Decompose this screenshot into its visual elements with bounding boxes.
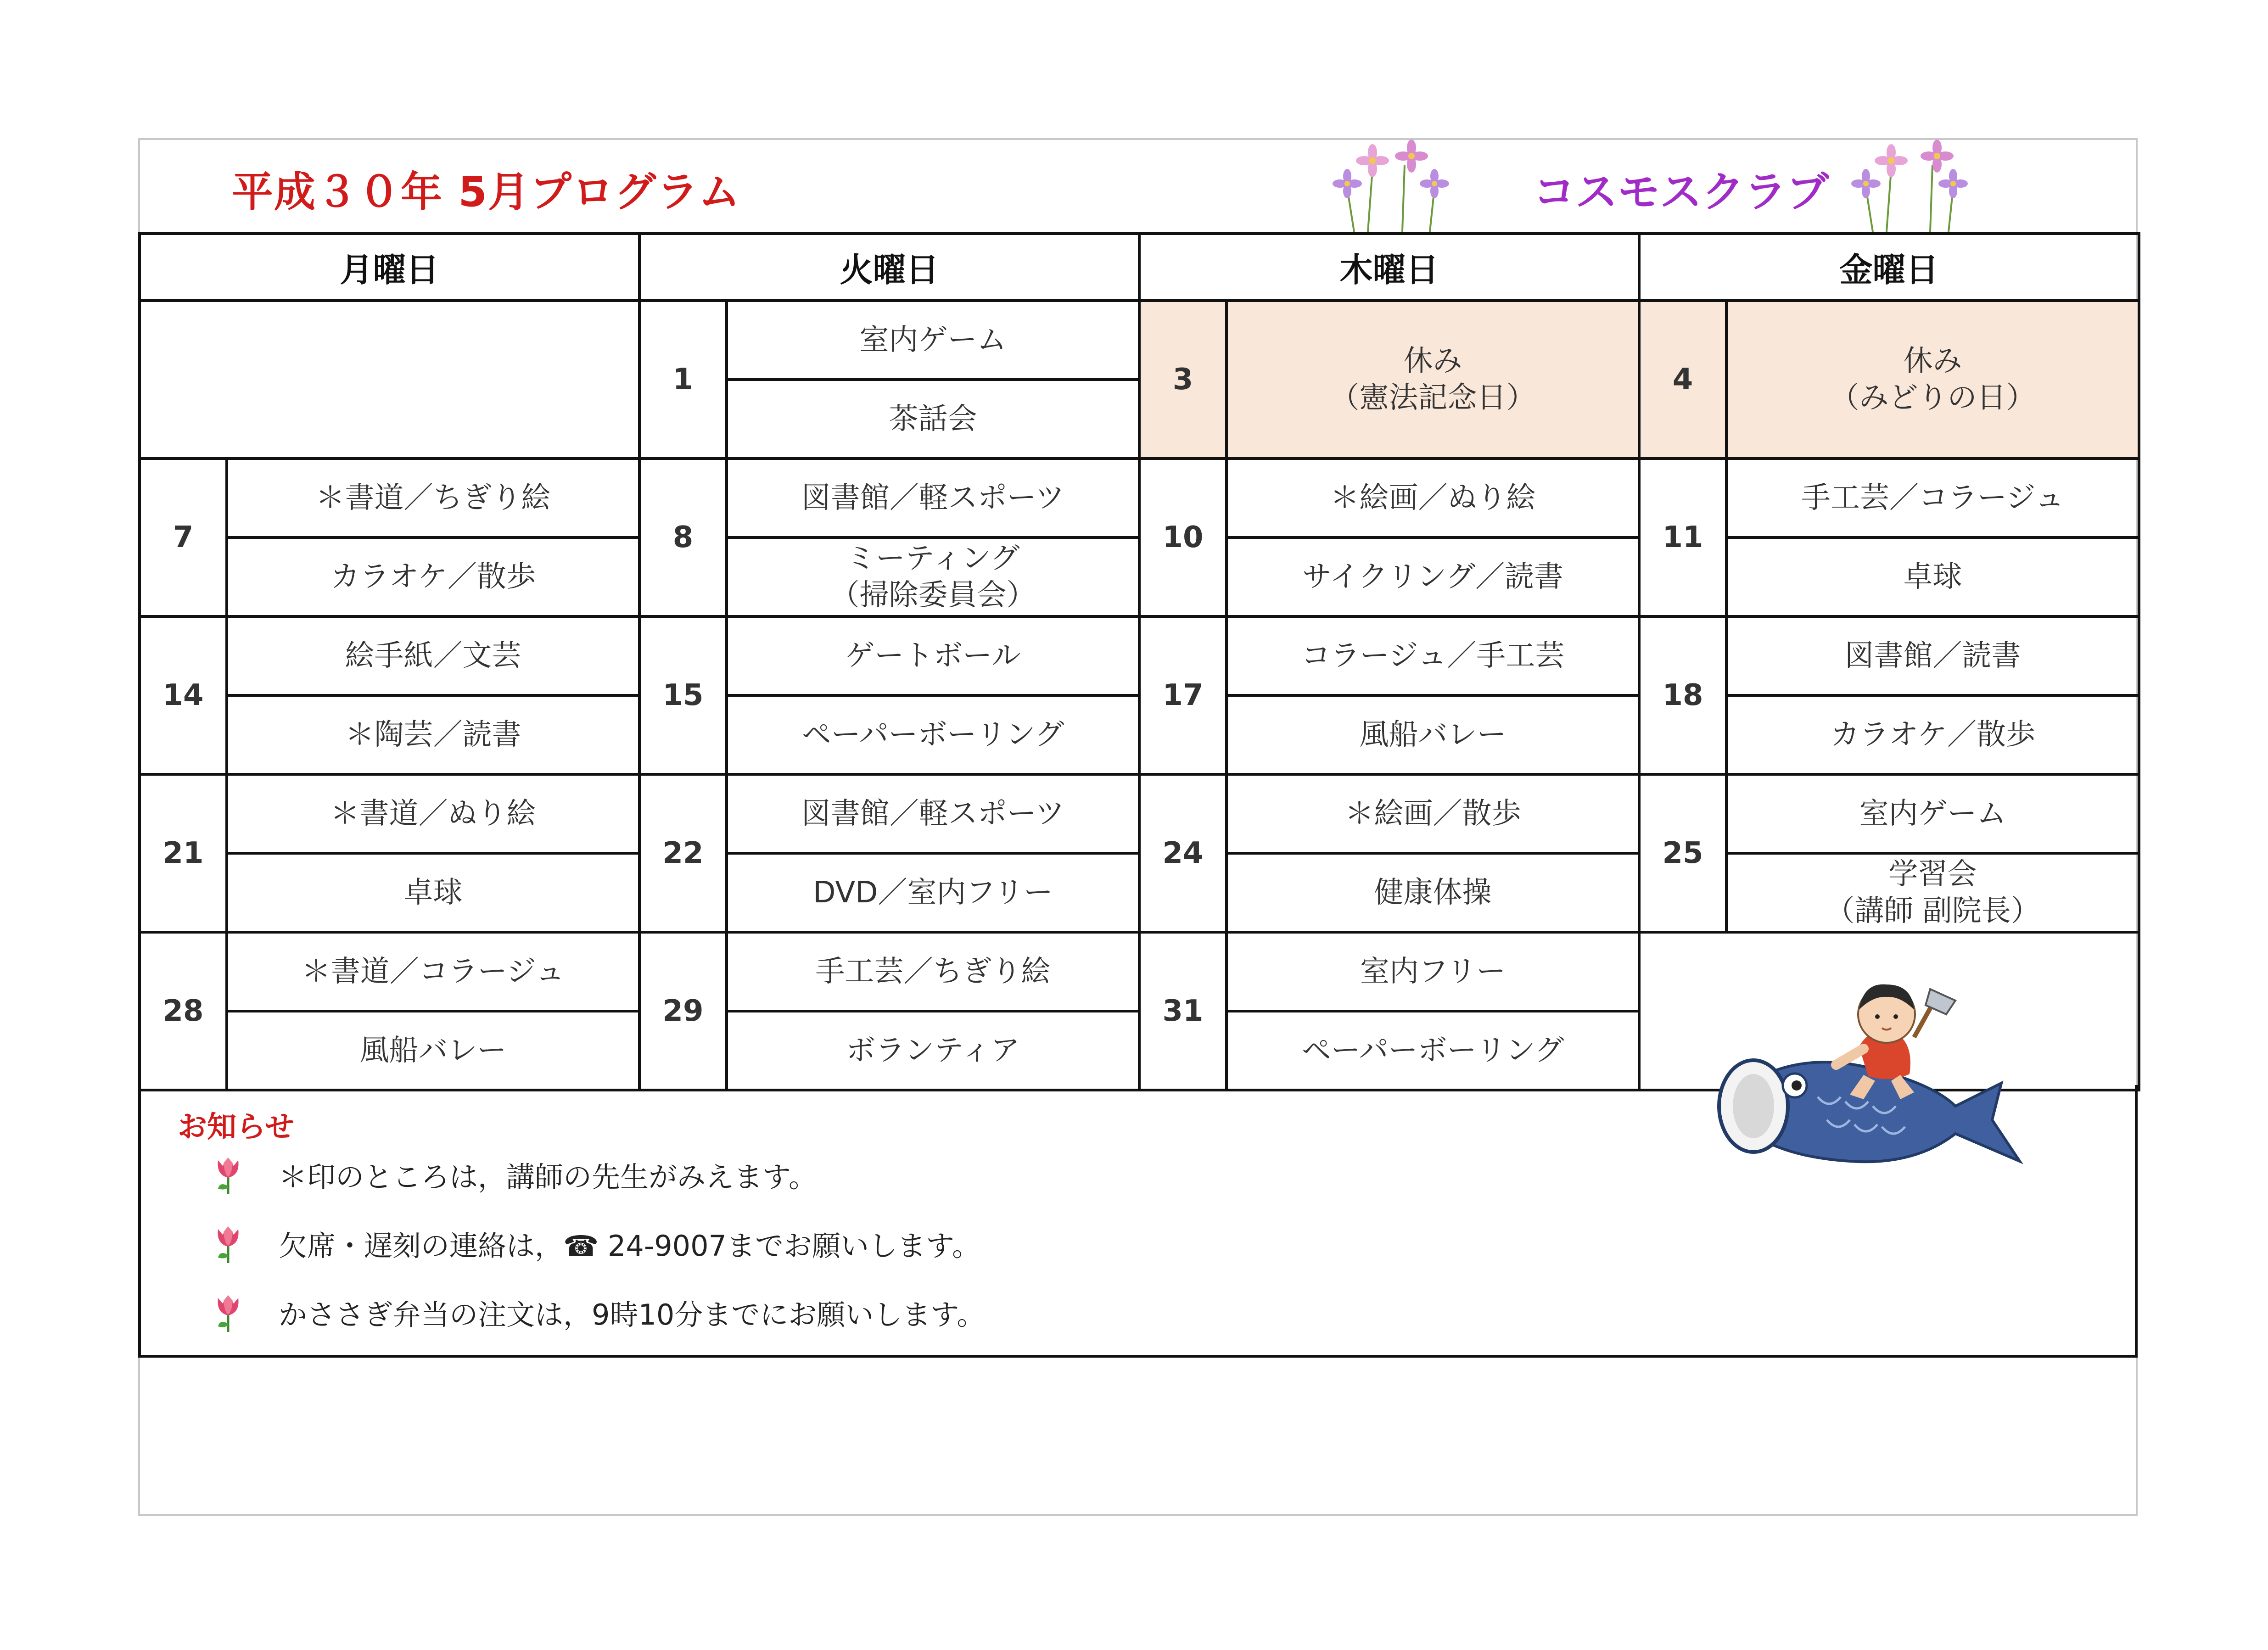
column-header-tuesday: 火曜日 <box>639 234 1139 301</box>
day-number: 18 <box>1639 616 1726 774</box>
activity-cell: ゲートボール <box>727 616 1139 695</box>
day-number: 17 <box>1139 616 1226 774</box>
page-title: 平成３０年 5月プログラム <box>232 168 741 216</box>
day-number: 8 <box>639 459 727 616</box>
activity-cell: 卓球 <box>1726 537 2139 616</box>
activity-cell: ＊書道／コラージュ <box>227 932 639 1011</box>
activity-cell: 室内フリー <box>1226 932 1639 1011</box>
activity-cell: 図書館／軽スポーツ <box>727 459 1139 537</box>
day-number: 10 <box>1139 459 1226 616</box>
column-header-thursday: 木曜日 <box>1139 234 1639 301</box>
day-number: 28 <box>140 932 227 1090</box>
day-number: 7 <box>140 459 227 616</box>
notice-item-text: ＊印のところは，講師の先生がみえます。 <box>279 1160 818 1194</box>
schedule-table <box>138 232 2140 1091</box>
activity-cell: 風船バレー <box>1226 695 1639 774</box>
activity-cell: ＊陶芸／読書 <box>227 695 639 774</box>
day-number: 3 <box>1139 301 1226 459</box>
activity-cell <box>727 537 1139 616</box>
activity-cell: DVD／室内フリー <box>727 853 1139 932</box>
cosmos-flowers-icon <box>1841 133 1988 234</box>
day-number: 1 <box>639 301 727 459</box>
empty-cell <box>140 301 639 459</box>
activity-cell: ＊書道／ぬり絵 <box>227 774 639 853</box>
table-row <box>140 616 2139 695</box>
column-header-monday: 月曜日 <box>140 234 639 301</box>
activity-cell: 室内ゲーム <box>727 301 1139 380</box>
day-number: 25 <box>1639 774 1726 932</box>
activity-cell: 室内ゲーム <box>1726 774 2139 853</box>
activity-cell: ＊絵画／散歩 <box>1226 774 1639 853</box>
activity-cell: ペーパーボーリング <box>1226 1011 1639 1090</box>
notice-item-text: かささぎ弁当の注文は，9時10分までにお願いします。 <box>279 1298 986 1331</box>
activity-cell <box>1726 853 2139 932</box>
activity-text: ミーティング （掃除委員会） <box>830 542 1036 612</box>
column-header-friday: 金曜日 <box>1639 234 2139 301</box>
activity-cell: 図書館／読書 <box>1726 616 2139 695</box>
activity-cell: 手工芸／コラージュ <box>1726 459 2139 537</box>
activity-cell: 絵手紙／文芸 <box>227 616 639 695</box>
day-number: 24 <box>1139 774 1226 932</box>
activity-cell: 茶話会 <box>727 380 1139 459</box>
notice-item <box>210 1154 817 1195</box>
tulip-icon <box>210 1223 246 1264</box>
activity-text: 学習会 （講師 副院長） <box>1825 857 2040 928</box>
activity-cell: 卓球 <box>227 853 639 932</box>
holiday-text: 休み （憲法記念日） <box>1330 344 1536 415</box>
day-number: 14 <box>140 616 227 774</box>
activity-cell: ペーパーボーリング <box>727 695 1139 774</box>
activity-cell: 手工芸／ちぎり絵 <box>727 932 1139 1011</box>
header-row <box>140 234 2139 301</box>
activity-cell: カラオケ／散歩 <box>1726 695 2139 774</box>
day-number: 11 <box>1639 459 1726 616</box>
activity-cell: 風船バレー <box>227 1011 639 1090</box>
notice-item-text: 欠席・遅刻の連絡は，☎ 24-9007までお願いします。 <box>279 1229 981 1263</box>
activity-cell: 図書館／軽スポーツ <box>727 774 1139 853</box>
club-name: コスモスクラブ <box>1533 168 1829 217</box>
activity-cell: カラオケ／散歩 <box>227 537 639 616</box>
activity-cell: ＊書道／ちぎり絵 <box>227 459 639 537</box>
activity-cell: ボランティア <box>727 1011 1139 1090</box>
holiday-text: 休み （みどりの日） <box>1830 344 2036 415</box>
activity-cell: コラージュ／手工芸 <box>1226 616 1639 695</box>
activity-cell: ＊絵画／ぬり絵 <box>1226 459 1639 537</box>
day-number: 4 <box>1639 301 1726 459</box>
tulip-icon <box>210 1154 246 1195</box>
table-row <box>140 774 2139 853</box>
notice-item <box>210 1223 980 1264</box>
table-row <box>140 301 2139 380</box>
day-number: 15 <box>639 616 727 774</box>
tulip-icon <box>210 1292 246 1333</box>
day-number: 29 <box>639 932 727 1090</box>
day-number: 31 <box>1139 932 1226 1090</box>
notice-title: お知らせ <box>178 1110 295 1144</box>
holiday-cell <box>1726 301 2139 459</box>
cosmos-flowers-icon <box>1322 133 1469 234</box>
notice-item <box>210 1292 985 1333</box>
day-number: 22 <box>639 774 727 932</box>
activity-cell: 健康体操 <box>1226 853 1639 932</box>
koinobori-boy-illustration <box>1698 968 2047 1225</box>
table-row <box>140 459 2139 537</box>
holiday-cell <box>1226 301 1639 459</box>
day-number: 21 <box>140 774 227 932</box>
activity-cell: サイクリング／読書 <box>1226 537 1639 616</box>
